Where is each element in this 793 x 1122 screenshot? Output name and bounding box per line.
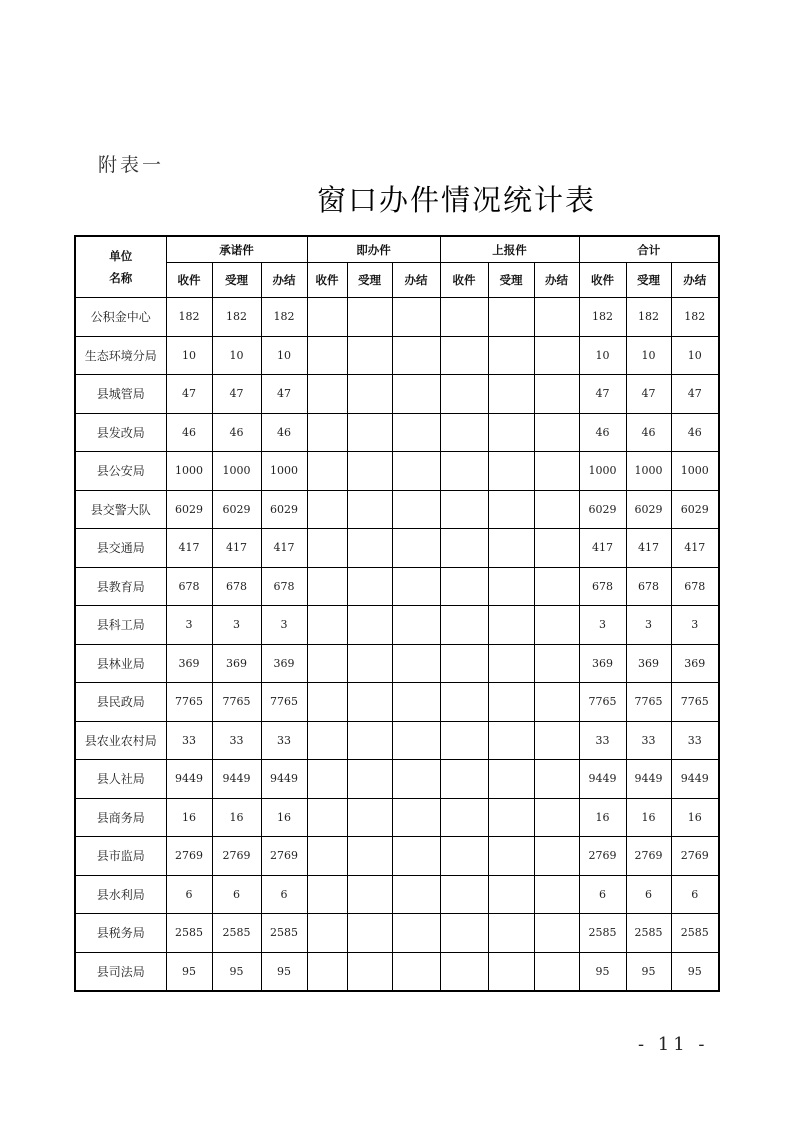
promise-received-cell: 9449 xyxy=(166,760,212,799)
total-received-cell: 16 xyxy=(579,798,626,837)
instant-completed-cell xyxy=(392,760,440,799)
instant-accepted-cell xyxy=(347,606,392,645)
instant-completed-cell xyxy=(392,914,440,953)
total-received-cell: 47 xyxy=(579,375,626,414)
total-completed-cell: 16 xyxy=(671,798,719,837)
promise-completed-cell: 47 xyxy=(261,375,307,414)
instant-completed-cell xyxy=(392,413,440,452)
instant-completed-cell xyxy=(392,529,440,568)
instant-received-cell xyxy=(307,683,347,722)
total-received-cell: 182 xyxy=(579,298,626,337)
report-completed-cell xyxy=(534,721,579,760)
report-completed-cell xyxy=(534,298,579,337)
header-row-groups xyxy=(75,236,719,263)
promise-received-cell: 3 xyxy=(166,606,212,645)
instant-accepted-cell xyxy=(347,837,392,876)
table-row xyxy=(75,914,719,953)
total-completed-cell: 2585 xyxy=(671,914,719,953)
promise-completed-cell: 369 xyxy=(261,644,307,683)
subheader-completed: 办结 xyxy=(261,263,307,298)
unit-header-line1: 单位 xyxy=(109,249,133,263)
promise-completed-cell: 46 xyxy=(261,413,307,452)
promise-accepted-cell: 417 xyxy=(212,529,261,568)
total-completed-cell: 6029 xyxy=(671,490,719,529)
instant-accepted-cell xyxy=(347,567,392,606)
report-accepted-cell xyxy=(488,606,534,645)
unit-name-cell: 县发改局 xyxy=(75,413,166,452)
total-accepted-cell: 9449 xyxy=(626,760,671,799)
instant-received-cell xyxy=(307,875,347,914)
report-received-cell xyxy=(440,798,488,837)
total-received-cell: 6029 xyxy=(579,490,626,529)
subheader-completed: 办结 xyxy=(671,263,719,298)
promise-completed-cell: 95 xyxy=(261,952,307,991)
report-accepted-cell xyxy=(488,298,534,337)
table-row xyxy=(75,644,719,683)
group-header-report: 上报件 xyxy=(440,236,579,263)
instant-accepted-cell xyxy=(347,298,392,337)
promise-received-cell: 95 xyxy=(166,952,212,991)
total-accepted-cell: 3 xyxy=(626,606,671,645)
total-received-cell: 95 xyxy=(579,952,626,991)
statistics-table xyxy=(74,235,720,992)
table-row xyxy=(75,875,719,914)
instant-accepted-cell xyxy=(347,452,392,491)
total-received-cell: 3 xyxy=(579,606,626,645)
total-accepted-cell: 7765 xyxy=(626,683,671,722)
promise-received-cell: 369 xyxy=(166,644,212,683)
instant-accepted-cell xyxy=(347,490,392,529)
instant-accepted-cell xyxy=(347,683,392,722)
report-received-cell xyxy=(440,336,488,375)
subheader-accepted: 受理 xyxy=(212,263,261,298)
promise-completed-cell: 7765 xyxy=(261,683,307,722)
report-accepted-cell xyxy=(488,760,534,799)
table-row xyxy=(75,375,719,414)
promise-completed-cell: 182 xyxy=(261,298,307,337)
total-received-cell: 7765 xyxy=(579,683,626,722)
report-received-cell xyxy=(440,452,488,491)
instant-accepted-cell xyxy=(347,952,392,991)
table-row xyxy=(75,567,719,606)
report-completed-cell xyxy=(534,375,579,414)
instant-received-cell xyxy=(307,760,347,799)
report-accepted-cell xyxy=(488,837,534,876)
report-accepted-cell xyxy=(488,452,534,491)
promise-accepted-cell: 3 xyxy=(212,606,261,645)
total-received-cell: 678 xyxy=(579,567,626,606)
group-header-total: 合计 xyxy=(579,236,719,263)
total-accepted-cell: 47 xyxy=(626,375,671,414)
report-completed-cell xyxy=(534,490,579,529)
unit-name-cell: 县交警大队 xyxy=(75,490,166,529)
report-accepted-cell xyxy=(488,529,534,568)
promise-accepted-cell: 47 xyxy=(212,375,261,414)
promise-accepted-cell: 33 xyxy=(212,721,261,760)
group-header-promise: 承诺件 xyxy=(166,236,307,263)
page-number: - 11 - xyxy=(638,1034,709,1055)
promise-completed-cell: 6 xyxy=(261,875,307,914)
promise-completed-cell: 3 xyxy=(261,606,307,645)
unit-name-cell: 县人社局 xyxy=(75,760,166,799)
total-completed-cell: 9449 xyxy=(671,760,719,799)
total-completed-cell: 10 xyxy=(671,336,719,375)
report-completed-cell xyxy=(534,683,579,722)
report-accepted-cell xyxy=(488,798,534,837)
table-row xyxy=(75,952,719,991)
total-completed-cell: 46 xyxy=(671,413,719,452)
total-received-cell: 46 xyxy=(579,413,626,452)
instant-completed-cell xyxy=(392,336,440,375)
report-completed-cell xyxy=(534,644,579,683)
total-accepted-cell: 16 xyxy=(626,798,671,837)
total-accepted-cell: 678 xyxy=(626,567,671,606)
promise-accepted-cell: 95 xyxy=(212,952,261,991)
promise-received-cell: 2769 xyxy=(166,837,212,876)
instant-accepted-cell xyxy=(347,798,392,837)
report-accepted-cell xyxy=(488,413,534,452)
table-row xyxy=(75,490,719,529)
instant-received-cell xyxy=(307,721,347,760)
promise-completed-cell: 16 xyxy=(261,798,307,837)
total-accepted-cell: 46 xyxy=(626,413,671,452)
report-received-cell xyxy=(440,413,488,452)
instant-accepted-cell xyxy=(347,644,392,683)
instant-completed-cell xyxy=(392,452,440,491)
total-accepted-cell: 6029 xyxy=(626,490,671,529)
instant-completed-cell xyxy=(392,837,440,876)
promise-completed-cell: 1000 xyxy=(261,452,307,491)
unit-name-cell: 县科工局 xyxy=(75,606,166,645)
instant-accepted-cell xyxy=(347,413,392,452)
total-completed-cell: 3 xyxy=(671,606,719,645)
promise-completed-cell: 33 xyxy=(261,721,307,760)
unit-name-cell: 县水利局 xyxy=(75,875,166,914)
report-completed-cell xyxy=(534,760,579,799)
total-received-cell: 2769 xyxy=(579,837,626,876)
report-received-cell xyxy=(440,567,488,606)
instant-received-cell xyxy=(307,914,347,953)
total-completed-cell: 182 xyxy=(671,298,719,337)
report-received-cell xyxy=(440,529,488,568)
instant-received-cell xyxy=(307,529,347,568)
total-completed-cell: 95 xyxy=(671,952,719,991)
report-accepted-cell xyxy=(488,683,534,722)
promise-accepted-cell: 2585 xyxy=(212,914,261,953)
promise-received-cell: 16 xyxy=(166,798,212,837)
report-received-cell xyxy=(440,375,488,414)
table-row xyxy=(75,452,719,491)
unit-name-cell: 县税务局 xyxy=(75,914,166,953)
instant-accepted-cell xyxy=(347,336,392,375)
unit-header-line2: 名称 xyxy=(109,271,133,285)
total-received-cell: 10 xyxy=(579,336,626,375)
instant-received-cell xyxy=(307,336,347,375)
total-accepted-cell: 182 xyxy=(626,298,671,337)
report-completed-cell xyxy=(534,529,579,568)
total-received-cell: 369 xyxy=(579,644,626,683)
table-row xyxy=(75,837,719,876)
promise-accepted-cell: 10 xyxy=(212,336,261,375)
promise-received-cell: 7765 xyxy=(166,683,212,722)
report-completed-cell xyxy=(534,952,579,991)
report-accepted-cell xyxy=(488,336,534,375)
total-accepted-cell: 417 xyxy=(626,529,671,568)
unit-name-cell: 生态环境分局 xyxy=(75,336,166,375)
promise-received-cell: 6029 xyxy=(166,490,212,529)
unit-name-cell: 县商务局 xyxy=(75,798,166,837)
total-received-cell: 417 xyxy=(579,529,626,568)
table-row xyxy=(75,760,719,799)
table-row xyxy=(75,529,719,568)
total-accepted-cell: 95 xyxy=(626,952,671,991)
instant-accepted-cell xyxy=(347,721,392,760)
report-completed-cell xyxy=(534,914,579,953)
table-row xyxy=(75,721,719,760)
promise-completed-cell: 417 xyxy=(261,529,307,568)
group-header-instant: 即办件 xyxy=(307,236,440,263)
table-row xyxy=(75,683,719,722)
instant-received-cell xyxy=(307,490,347,529)
promise-accepted-cell: 7765 xyxy=(212,683,261,722)
total-accepted-cell: 2585 xyxy=(626,914,671,953)
report-completed-cell xyxy=(534,798,579,837)
promise-received-cell: 2585 xyxy=(166,914,212,953)
promise-received-cell: 33 xyxy=(166,721,212,760)
total-completed-cell: 7765 xyxy=(671,683,719,722)
promise-completed-cell: 10 xyxy=(261,336,307,375)
total-received-cell: 33 xyxy=(579,721,626,760)
promise-accepted-cell: 182 xyxy=(212,298,261,337)
total-completed-cell: 678 xyxy=(671,567,719,606)
table-row xyxy=(75,606,719,645)
promise-completed-cell: 9449 xyxy=(261,760,307,799)
subheader-received: 收件 xyxy=(440,263,488,298)
unit-name-header xyxy=(75,236,166,298)
instant-received-cell xyxy=(307,644,347,683)
report-accepted-cell xyxy=(488,644,534,683)
promise-accepted-cell: 9449 xyxy=(212,760,261,799)
report-received-cell xyxy=(440,952,488,991)
instant-received-cell xyxy=(307,452,347,491)
subheader-received: 收件 xyxy=(307,263,347,298)
promise-completed-cell: 678 xyxy=(261,567,307,606)
instant-completed-cell xyxy=(392,298,440,337)
report-completed-cell xyxy=(534,606,579,645)
instant-completed-cell xyxy=(392,721,440,760)
instant-received-cell xyxy=(307,298,347,337)
report-received-cell xyxy=(440,721,488,760)
table-row xyxy=(75,298,719,337)
unit-name-cell: 县林业局 xyxy=(75,644,166,683)
header-row-subheaders xyxy=(75,263,719,298)
promise-accepted-cell: 6029 xyxy=(212,490,261,529)
promise-accepted-cell: 678 xyxy=(212,567,261,606)
unit-name-cell: 公积金中心 xyxy=(75,298,166,337)
report-accepted-cell xyxy=(488,567,534,606)
total-completed-cell: 47 xyxy=(671,375,719,414)
instant-accepted-cell xyxy=(347,914,392,953)
promise-completed-cell: 2585 xyxy=(261,914,307,953)
unit-name-cell: 县交通局 xyxy=(75,529,166,568)
instant-completed-cell xyxy=(392,606,440,645)
promise-received-cell: 6 xyxy=(166,875,212,914)
report-completed-cell xyxy=(534,413,579,452)
instant-received-cell xyxy=(307,952,347,991)
promise-accepted-cell: 16 xyxy=(212,798,261,837)
promise-accepted-cell: 6 xyxy=(212,875,261,914)
unit-name-cell: 县教育局 xyxy=(75,567,166,606)
report-received-cell xyxy=(440,298,488,337)
report-accepted-cell xyxy=(488,875,534,914)
instant-accepted-cell xyxy=(347,875,392,914)
promise-received-cell: 1000 xyxy=(166,452,212,491)
instant-accepted-cell xyxy=(347,375,392,414)
instant-received-cell xyxy=(307,798,347,837)
total-completed-cell: 33 xyxy=(671,721,719,760)
table-row xyxy=(75,336,719,375)
subheader-completed: 办结 xyxy=(534,263,579,298)
report-completed-cell xyxy=(534,837,579,876)
total-received-cell: 1000 xyxy=(579,452,626,491)
promise-completed-cell: 2769 xyxy=(261,837,307,876)
report-completed-cell xyxy=(534,336,579,375)
total-received-cell: 2585 xyxy=(579,914,626,953)
report-received-cell xyxy=(440,837,488,876)
promise-received-cell: 46 xyxy=(166,413,212,452)
promise-accepted-cell: 369 xyxy=(212,644,261,683)
promise-accepted-cell: 2769 xyxy=(212,837,261,876)
subheader-received: 收件 xyxy=(166,263,212,298)
report-received-cell xyxy=(440,683,488,722)
total-accepted-cell: 2769 xyxy=(626,837,671,876)
total-accepted-cell: 369 xyxy=(626,644,671,683)
total-accepted-cell: 33 xyxy=(626,721,671,760)
report-accepted-cell xyxy=(488,375,534,414)
unit-name-cell: 县农业农村局 xyxy=(75,721,166,760)
instant-received-cell xyxy=(307,375,347,414)
subheader-accepted: 受理 xyxy=(488,263,534,298)
unit-name-cell: 县城管局 xyxy=(75,375,166,414)
total-completed-cell: 369 xyxy=(671,644,719,683)
page-title: 窗口办件情况统计表 xyxy=(316,183,596,217)
total-completed-cell: 6 xyxy=(671,875,719,914)
instant-accepted-cell xyxy=(347,529,392,568)
promise-received-cell: 678 xyxy=(166,567,212,606)
report-accepted-cell xyxy=(488,914,534,953)
total-received-cell: 6 xyxy=(579,875,626,914)
instant-completed-cell xyxy=(392,683,440,722)
total-received-cell: 9449 xyxy=(579,760,626,799)
total-accepted-cell: 10 xyxy=(626,336,671,375)
instant-completed-cell xyxy=(392,875,440,914)
instant-received-cell xyxy=(307,606,347,645)
report-accepted-cell xyxy=(488,721,534,760)
table-body xyxy=(75,298,719,992)
total-completed-cell: 2769 xyxy=(671,837,719,876)
promise-completed-cell: 6029 xyxy=(261,490,307,529)
instant-received-cell xyxy=(307,837,347,876)
report-received-cell xyxy=(440,760,488,799)
table-row xyxy=(75,798,719,837)
subheader-accepted: 受理 xyxy=(347,263,392,298)
report-received-cell xyxy=(440,875,488,914)
report-received-cell xyxy=(440,914,488,953)
promise-received-cell: 417 xyxy=(166,529,212,568)
unit-name-cell: 县公安局 xyxy=(75,452,166,491)
unit-name-cell: 县民政局 xyxy=(75,683,166,722)
report-completed-cell xyxy=(534,567,579,606)
report-completed-cell xyxy=(534,452,579,491)
total-accepted-cell: 1000 xyxy=(626,452,671,491)
unit-name-cell: 县市监局 xyxy=(75,837,166,876)
instant-accepted-cell xyxy=(347,760,392,799)
instant-completed-cell xyxy=(392,567,440,606)
instant-received-cell xyxy=(307,567,347,606)
instant-received-cell xyxy=(307,413,347,452)
instant-completed-cell xyxy=(392,490,440,529)
subheader-received: 收件 xyxy=(579,263,626,298)
report-completed-cell xyxy=(534,875,579,914)
report-received-cell xyxy=(440,606,488,645)
report-accepted-cell xyxy=(488,490,534,529)
unit-name-cell: 县司法局 xyxy=(75,952,166,991)
promise-received-cell: 10 xyxy=(166,336,212,375)
table-row xyxy=(75,413,719,452)
instant-completed-cell xyxy=(392,952,440,991)
promise-accepted-cell: 1000 xyxy=(212,452,261,491)
report-received-cell xyxy=(440,644,488,683)
subheader-completed: 办结 xyxy=(392,263,440,298)
appendix-label: 附表一 xyxy=(98,154,165,176)
instant-completed-cell xyxy=(392,644,440,683)
total-accepted-cell: 6 xyxy=(626,875,671,914)
report-received-cell xyxy=(440,490,488,529)
report-accepted-cell xyxy=(488,952,534,991)
promise-accepted-cell: 46 xyxy=(212,413,261,452)
total-completed-cell: 417 xyxy=(671,529,719,568)
subheader-accepted: 受理 xyxy=(626,263,671,298)
instant-completed-cell xyxy=(392,798,440,837)
total-completed-cell: 1000 xyxy=(671,452,719,491)
promise-received-cell: 47 xyxy=(166,375,212,414)
instant-completed-cell xyxy=(392,375,440,414)
promise-received-cell: 182 xyxy=(166,298,212,337)
